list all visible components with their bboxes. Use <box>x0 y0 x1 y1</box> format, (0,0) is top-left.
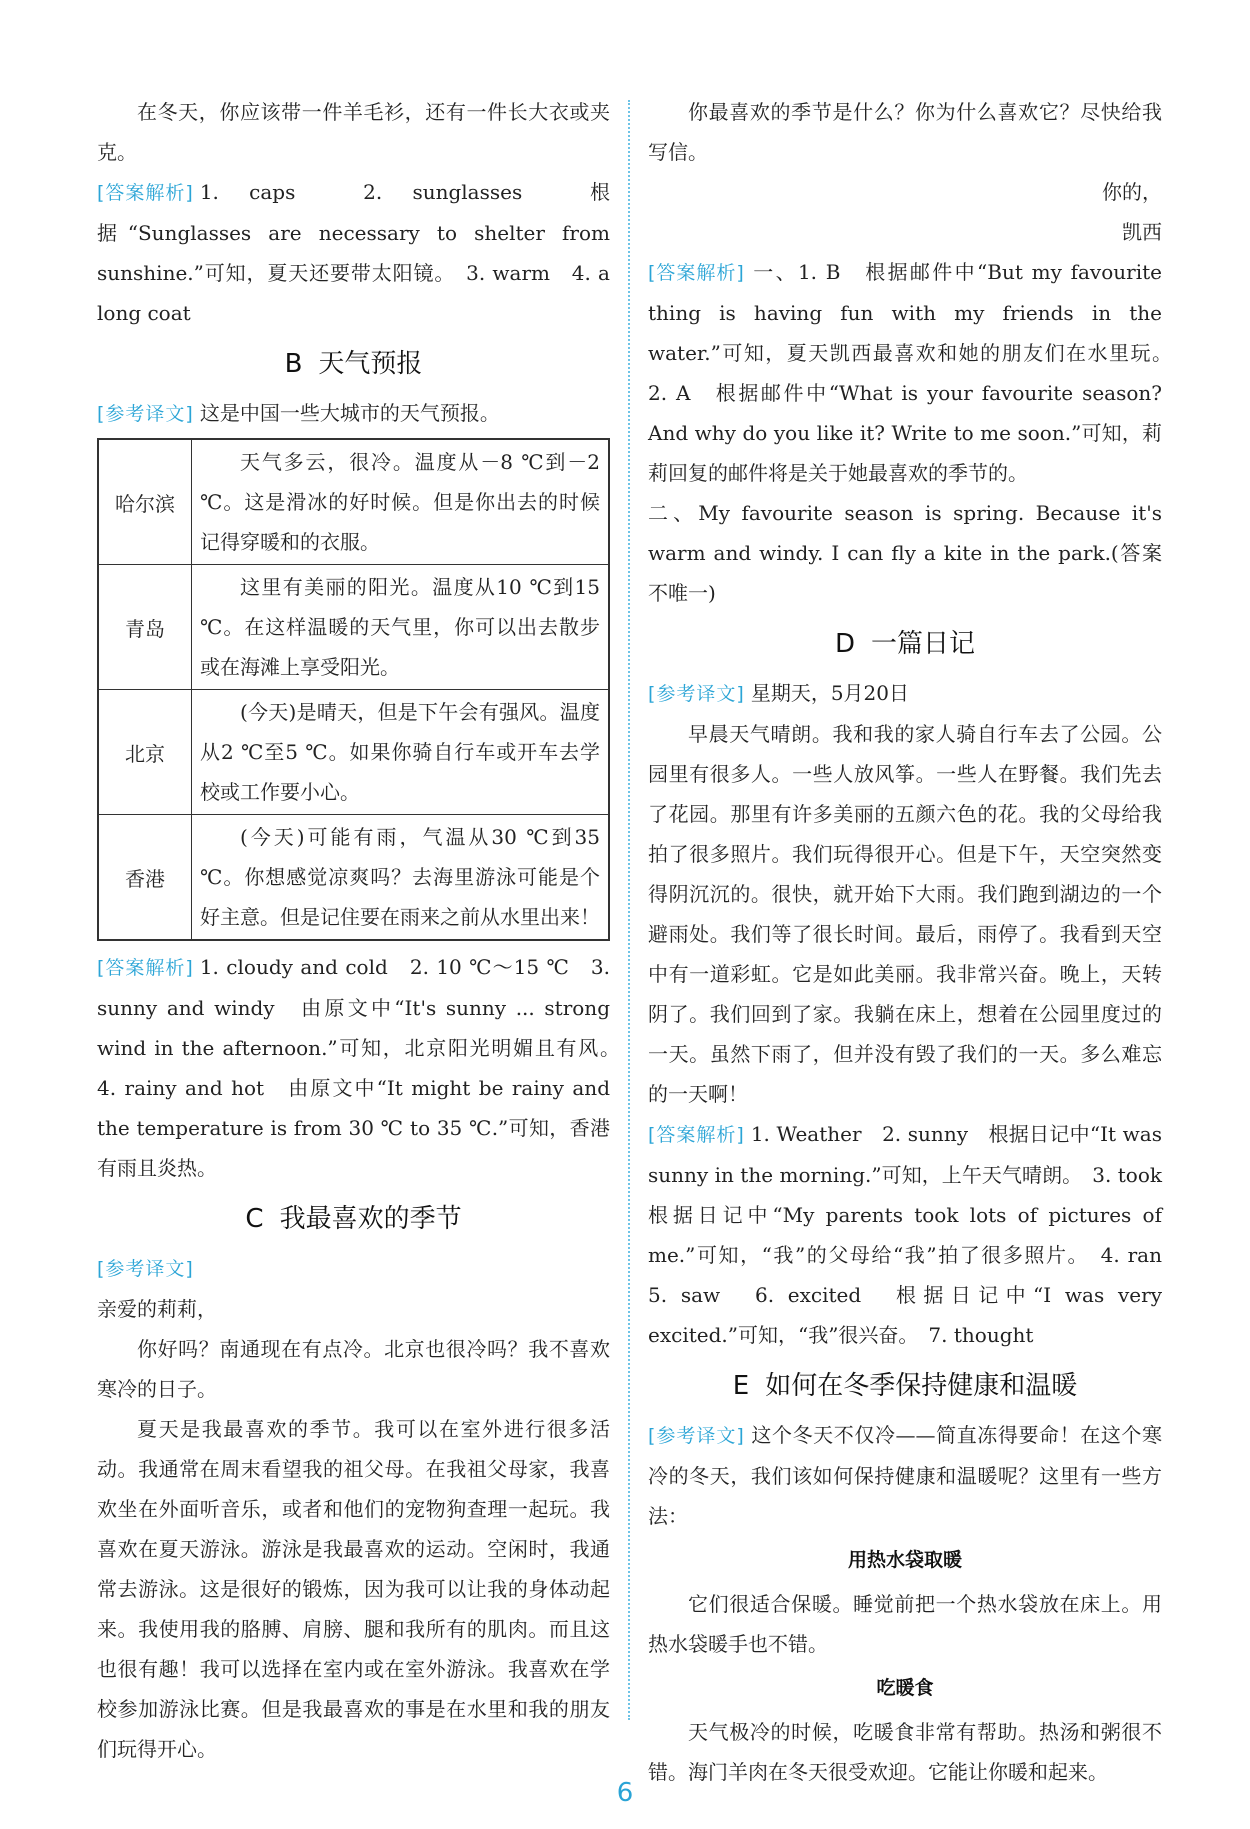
subheading-hot-water-bag: 用热水袋取暖 <box>847 1549 962 1571</box>
city-cell: 青岛 <box>98 565 192 690</box>
answer-d <box>648 1114 1182 1355</box>
right-column <box>648 92 1182 1792</box>
weather-table <box>97 438 610 941</box>
section-letter: C <box>245 1204 264 1234</box>
section-b-heading <box>97 341 610 387</box>
city-cell: 北京 <box>98 690 192 815</box>
letter-signature: 凯西 <box>1122 220 1162 244</box>
left-column <box>97 92 630 1769</box>
ref-tag: [参考译文] <box>97 1258 194 1280</box>
section-letter: B <box>284 349 303 379</box>
answer-d-text: 1. Weather 2. sunny 根据日记中“It was sunny in the morning.”可知，上午天气晴朗。 3. took 根据日记中“My parents took lots of pictures of me.”可知，“我”的父母给“我”拍了很多照片。 4. ran 5. saw 6. excited 根据日记中“I was very excited.”可知，“我”很兴奋。 7. thought <box>648 1122 1182 1347</box>
page-number: 6 <box>616 1778 634 1808</box>
ref-tag: [参考译文] <box>648 1425 745 1447</box>
section-d-heading <box>648 621 1162 667</box>
section-e-heading <box>648 1363 1162 1409</box>
ref-e-text: 这个冬天不仅冷——简直冻得要命！在这个寒冷的冬天，我们该如何保持健康和温暖呢？这里有一些方法： <box>648 1423 1162 1528</box>
table-row <box>98 690 609 815</box>
letter-greeting: 亲爱的莉莉， <box>97 1297 217 1321</box>
answer-a-text: 1. caps 2. sunglasses 根据“Sunglasses are necessary to shelter from sunshine.”可知，夏天还要带太阳镜。 3. warm 4. a long coat <box>97 180 610 325</box>
section-title: 一篇日记 <box>871 629 976 659</box>
answer-a <box>97 172 610 333</box>
answer-tag: [答案解析] <box>648 262 745 284</box>
subsection-paragraph: 它们很适合保暖。睡觉前把一个热水袋放在床上。用热水袋暖手也不错。 <box>648 1592 1162 1656</box>
column-divider <box>628 100 630 1720</box>
section-c-heading <box>97 1196 610 1242</box>
table-row <box>98 815 609 941</box>
ref-tag: [参考译文] <box>648 683 745 705</box>
subheading-warm-food: 吃暖食 <box>876 1677 934 1699</box>
section-title: 如何在冬季保持健康和温暖 <box>765 1371 1078 1401</box>
city-cell: 香港 <box>98 815 192 941</box>
letter-paragraph: 你最喜欢的季节是什么？你为什么喜欢它？尽快给我写信。 <box>648 100 1162 164</box>
forecast-text: (今天)可能有雨，气温从30 ℃到35 ℃。你想感觉凉爽吗？去海里游泳可能是个好主意。但是记住要在雨来之前从水里出来！ <box>200 825 600 929</box>
section-title: 我最喜欢的季节 <box>279 1204 462 1234</box>
diary-paragraph: 早晨天气晴朗。我和我的家人骑自行车去了公园。公园里有很多人。一些人放风筝。一些人在野餐。我们先去了花园。那里有许多美丽的五颜六色的花。我的父母给我拍了很多照片。我们玩得很开心。但是下午，天空突然变得阴沉沉的。很快，就开始下大雨。我们跑到湖边的一个避雨处。我们等了很长时间。最后，雨停了。我看到天空中有一道彩虹。它是如此美丽。我非常兴奋。晚上，天转阴了。我们回到了家。我躺在床上，想着在公园里度过的一天。虽然下雨了，但并没有毁了我们的一天。多么难忘的一天啊！ <box>648 722 1162 1106</box>
answer-b-text: 1. cloudy and cold 2. 10 ℃～15 ℃ 3. sunny and windy 由原文中“It's sunny ... strong wind in the afternoon.”可知，北京阳光明媚且有风。 4. rainy and hot 由原文中“It might be rainy and the temperature is from 30 ℃ to 35 ℃.”可知，香港有雨且炎热。 <box>97 955 630 1180</box>
answer-c <box>648 252 1182 493</box>
answer-tag: [答案解析] <box>648 1124 745 1146</box>
forecast-cell <box>192 565 610 690</box>
answer-b <box>97 947 630 1188</box>
section-title: 天气预报 <box>318 349 423 379</box>
forecast-cell <box>192 815 610 941</box>
forecast-cell <box>192 690 610 815</box>
diary-date: 星期天，5月20日 <box>750 681 910 705</box>
ref-d <box>648 673 1162 714</box>
letter-paragraph: 你好吗？南通现在有点冷。北京也很冷吗？我不喜欢寒冷的日子。 <box>97 1337 610 1401</box>
intro-paragraph: 在冬天，你应该带一件羊毛衫，还有一件长大衣或夹克。 <box>97 100 610 164</box>
ref-e <box>648 1415 1162 1536</box>
city-cell: 哈尔滨 <box>98 439 192 565</box>
subsection-paragraph: 天气极冷的时候，吃暖食非常有帮助。热汤和粥很不错。海门羊肉在冬天很受欢迎。它能让你暖和起来。 <box>648 1720 1162 1784</box>
ref-b-text: 这是中国一些大城市的天气预报。 <box>199 401 500 425</box>
answer-tag: [答案解析] <box>97 182 194 204</box>
ref-b <box>97 393 610 434</box>
letter-paragraph: 夏天是我最喜欢的季节。我可以在室外进行很多活动。我通常在周末看望我的祖父母。在我祖父母家，我喜欢坐在外面听音乐，或者和他们的宠物狗查理一起玩。我喜欢在夏天游泳。游泳是我最喜欢的运动。空闲时，我通常去游泳。这是很好的锻炼，因为我可以让我的身体动起来。我使用我的胳膊、肩膀、腿和我所有的肌肉。而且这也很有趣！我可以选择在室内或在室外游泳。我喜欢在学校参加游泳比赛。但是我最喜欢的事是在水里和我的朋友们玩得开心。 <box>97 1417 610 1761</box>
ref-tag: [参考译文] <box>97 403 194 425</box>
letter-closing: 你的， <box>1102 180 1162 204</box>
section-letter: E <box>732 1371 750 1401</box>
forecast-text: 天气多云，很冷。温度从－8 ℃到－2 ℃。这是滑冰的好时候。但是你出去的时候记得穿暖和的衣服。 <box>200 450 600 554</box>
table-row <box>98 565 609 690</box>
forecast-cell <box>192 439 610 565</box>
answer-tag: [答案解析] <box>97 957 194 979</box>
section-letter: D <box>834 629 855 659</box>
forecast-text: (今天)是晴天，但是下午会有强风。温度从2 ℃至5 ℃。如果你骑自行车或开车去学校或工作要小心。 <box>200 700 600 804</box>
forecast-text: 这里有美丽的阳光。温度从10 ℃到15 ℃。在这样温暖的天气里，你可以出去散步或在海滩上享受阳光。 <box>200 575 600 679</box>
ref-c <box>97 1248 610 1289</box>
answer-c2: 二、My favourite season is spring. Because it's warm and windy. I can fly a kite in the park.(答案不唯一) <box>648 501 1162 605</box>
answer-c-text: 一、1. B 根据邮件中“But my favourite thing is having fun with my friends in the water.”可知，夏天凯西最喜欢和她的朋友们在水里玩。 2. A 根据邮件中“What is your favourite season? And why do you like it? Write to me soon.”可知，莉莉回复的邮件将是关于她最喜欢的季节的。 <box>648 260 1182 485</box>
table-row <box>98 439 609 565</box>
